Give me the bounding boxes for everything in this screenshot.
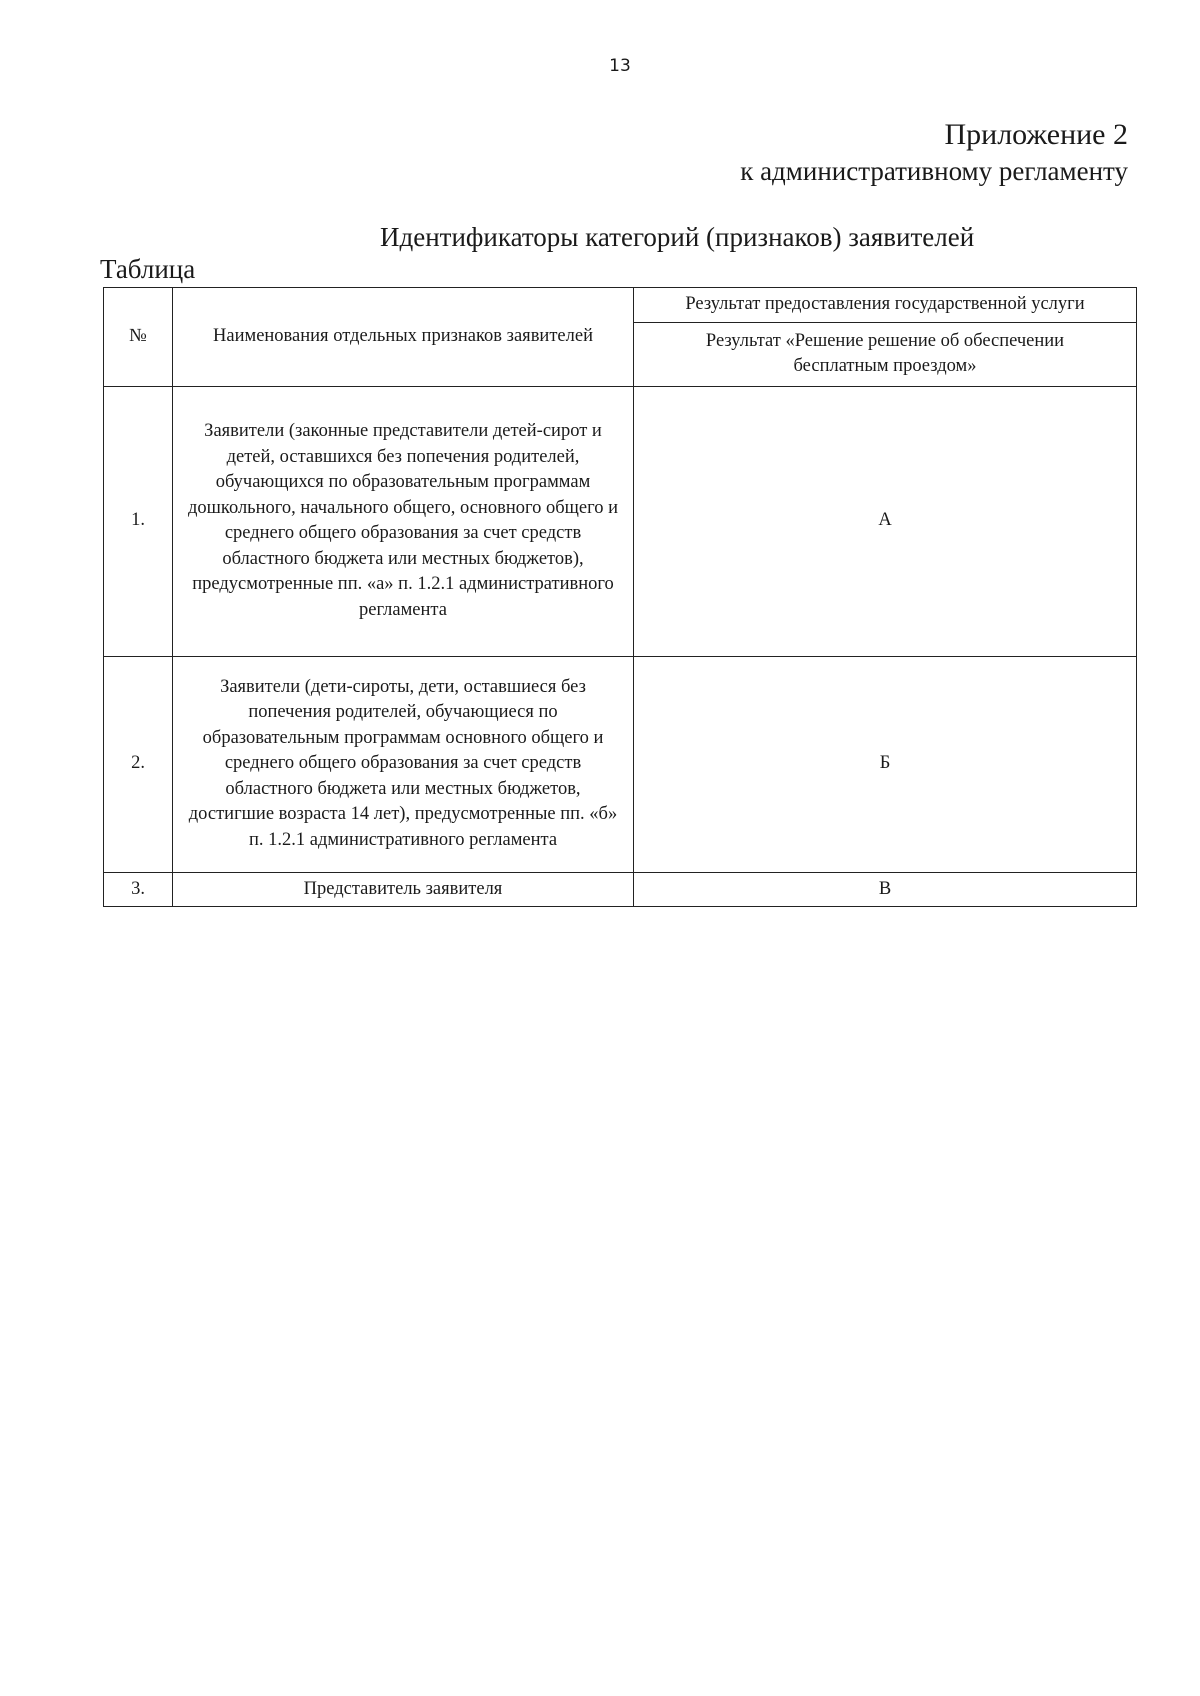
appendix-header: [740, 118, 1128, 190]
row-result: В: [634, 872, 1137, 907]
header-name: Наименования отдельных признаков заявителей: [173, 288, 634, 387]
document-title: Идентификаторы категорий (признаков) заявителей: [380, 222, 975, 252]
header-result: Результат «Решение решение об обеспечении бесплатным проездом»: [634, 322, 1137, 386]
appendix-title: Приложение 2: [944, 118, 1128, 151]
row-name: Заявители (дети-сироты, дети, оставшиеся без попечения родителей, обучающиеся по образовательным программам основного общего и среднего общего образования за счет средств областного бюджета или местных бюджетов, достигшие возраста 14 лет), предусмотренные пп. «б» п. 1.2.1 административного регламента: [173, 656, 634, 872]
row-number: 1.: [104, 386, 173, 656]
identifiers-table: [103, 287, 1137, 907]
row-result: Б: [634, 656, 1137, 872]
table-caption: Таблица: [100, 254, 196, 284]
row-number: 2.: [104, 656, 173, 872]
header-result-group: Результат предоставления государственной услуги: [634, 288, 1137, 323]
table-row: [104, 872, 1137, 907]
table-header-row: [104, 288, 1137, 323]
row-name: Заявители (законные представители детей-сирот и детей, оставшихся без попечения родителей, обучающихся по образовательным программам дошкольного, начального общего, основного общего и среднего общего образования за счет средств областного бюджета или местных бюджетов), предусмотренные пп. «а» п. 1.2.1 административного регламента: [173, 386, 634, 656]
row-name: Представитель заявителя: [173, 872, 634, 907]
row-result: А: [634, 386, 1137, 656]
appendix-subtitle: к административному регламенту: [740, 156, 1128, 186]
header-number: №: [104, 288, 173, 387]
table-row: [104, 386, 1137, 656]
table-row: [104, 656, 1137, 872]
row-number: 3.: [104, 872, 173, 907]
page-number: 13: [609, 56, 631, 76]
